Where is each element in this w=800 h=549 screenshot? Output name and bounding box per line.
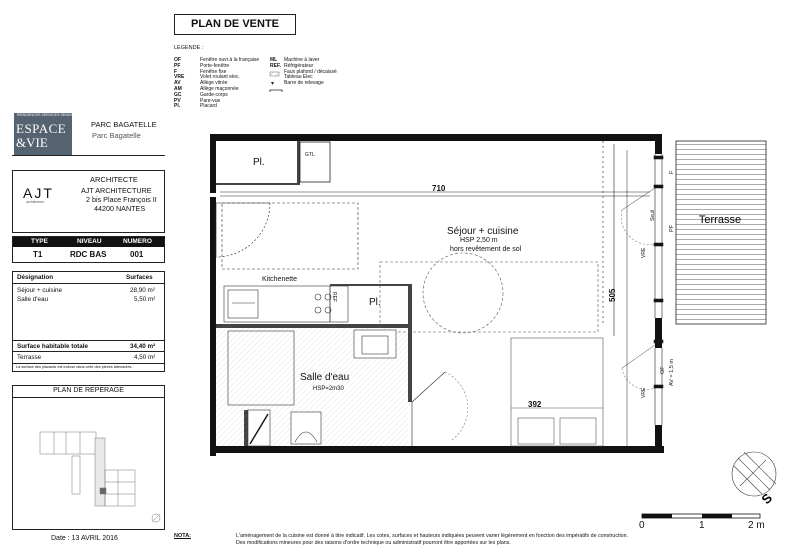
legend-label: Réfrigérateur <box>284 62 314 69</box>
legend-label: Porte-fenêtre <box>200 62 230 69</box>
note-line2: Des modifications mineures pour des raisons d'ordre technique ou administratif pourront être apportées sur les plans. <box>236 540 511 546</box>
legend-code: Pl. <box>174 103 181 110</box>
architect-name: AJT ARCHITECTURE <box>81 186 152 195</box>
compass-letter: S <box>758 490 776 507</box>
living-room-note: hors revêtement de sol <box>450 246 522 253</box>
closet-label: Pl. <box>369 297 381 308</box>
unit-value-type: T1 <box>33 250 43 259</box>
surface-total-value: 34,40 m² <box>130 343 156 350</box>
bathroom-label: Salle d'eau <box>300 372 350 383</box>
living-room-hsp: HSP 2,50 m <box>460 237 498 244</box>
surface-col-surfaces: Surfaces <box>126 274 153 281</box>
window-pf-label: PF <box>669 224 675 232</box>
surface-row-value: 28,90 m² <box>130 287 155 294</box>
dim-inner-label: 392 <box>528 400 542 409</box>
legend-electric-panel-icon <box>271 82 274 85</box>
fridge-label: REF <box>331 292 337 302</box>
legend-label: Barre de relevage <box>284 80 324 87</box>
legend-code: OF <box>174 57 181 63</box>
legend-heading: LEGENDE : <box>174 45 204 51</box>
kitchenette-label: Kitchenette <box>262 276 298 283</box>
surface-terrace-value: 4,50 m² <box>134 354 156 361</box>
legend-label: Fenêtre fixe <box>200 68 227 75</box>
legend-label: Faux plafond / décaissé <box>284 68 337 75</box>
legend-code: PF <box>174 62 181 69</box>
surface-total-label: Surface habitable totale <box>17 343 89 350</box>
note-line1: L'aménagement de la cuisine est donné à titre indicatif. Les cotes, surfaces et hauteurs indiquées peuvent varier légèrement en fonction des impératifs de construction. <box>236 533 629 539</box>
page-title: PLAN DE VENTE <box>190 18 279 30</box>
legend-label: Machine à laver <box>284 57 320 63</box>
unit-header-level: NIVEAU <box>77 238 102 245</box>
surface-row-name: Salle d'eau <box>17 296 48 303</box>
brand-tagline: RESIDENCES SERVICES SENIORS <box>17 113 77 117</box>
window-seuil-label: Seuil <box>650 209 656 221</box>
window-av-label: AV = 1,5 m <box>669 359 675 386</box>
legend-code: REF. <box>270 62 281 69</box>
brand-logo-line1: ESPACE <box>16 121 67 136</box>
terrace-area <box>676 141 766 324</box>
closet-gtl <box>300 142 330 182</box>
window-f-label: F <box>669 170 675 174</box>
date-text: Date : 13 AVRIL 2016 <box>51 535 118 542</box>
project-name: PARC BAGATELLE <box>91 120 157 129</box>
surface-row-value: 5,50 m² <box>134 296 156 303</box>
bathroom-hsp: HSP=2m30 <box>313 386 344 392</box>
legend-grab-bar-icon <box>270 90 282 92</box>
dim-depth-label: 505 <box>608 288 617 302</box>
unit-value-level: RDC BAS <box>70 250 107 259</box>
legend-label: Pare-vue <box>200 97 221 104</box>
surface-footnote: La surface des placards est incluse dans celle des pièces attenantes. <box>16 365 133 369</box>
terrace-label: Terrasse <box>698 214 742 226</box>
legend-code: F <box>174 68 178 75</box>
unit-header-type: TYPE <box>31 238 48 245</box>
location-mini-plan <box>40 432 160 522</box>
scale-label-2: 2 m <box>748 520 765 531</box>
architect-address2: 44200 NANTES <box>94 204 146 213</box>
dim-width-label: 710 <box>432 184 446 193</box>
brand-logo-line2: &VIE <box>16 135 48 150</box>
kitchen-block <box>214 203 358 325</box>
unit-value-number: 001 <box>130 250 144 259</box>
legend-code: GC <box>174 91 182 98</box>
window-vre-label: VRE <box>641 387 647 398</box>
legend-label: Garde-corps <box>200 91 228 98</box>
scale-bar <box>642 514 760 518</box>
architect-logo: AJT <box>23 185 54 201</box>
scale-label-1: 1 <box>699 520 705 531</box>
surface-terrace-label: Terrasse <box>17 354 42 361</box>
architect-heading: ARCHITECTE <box>90 175 138 184</box>
scale-label-0: 0 <box>639 520 645 531</box>
closet-label: Pl. <box>253 157 265 168</box>
legend-code: VRE <box>174 74 185 81</box>
note-heading: NOTA: <box>174 533 192 539</box>
gtl-label: GTL <box>305 152 315 158</box>
legend-code: AM <box>174 85 182 92</box>
unit-header-number: NUMERO <box>123 238 152 245</box>
legend-label: Fenêtre ouvr.à la française <box>200 57 260 63</box>
legend-code: PV <box>174 97 181 104</box>
legend-label: Volet roulant elec. <box>200 74 240 81</box>
compass <box>732 452 776 496</box>
legend-label: Tableau Elec <box>284 74 313 81</box>
legend-hatch-icon <box>270 72 279 76</box>
architect-logo-sub: architecture <box>26 200 45 204</box>
legend-code: AV <box>174 80 181 87</box>
facade-openings <box>621 154 663 425</box>
entry-door <box>216 203 270 257</box>
architect-address1: 2 bis Place François II <box>86 195 157 204</box>
location-plan-heading: PLAN DE REPERAGE <box>53 387 124 394</box>
surface-col-designation: Désignation <box>17 274 54 281</box>
window-vre-label: VRE <box>641 247 647 258</box>
window-of-label: OF <box>660 366 666 374</box>
project-subtitle: Parc Bagatelle <box>92 131 141 140</box>
living-room-label: Séjour + cuisine <box>447 226 519 237</box>
legend-code: ML <box>270 57 278 63</box>
legend-label: Placard <box>200 103 217 110</box>
legend-label: Allège vitrée <box>200 80 228 87</box>
legend-label: Allège maçonnée <box>200 85 239 92</box>
surface-row-name: Séjour + cuisine <box>17 287 62 294</box>
